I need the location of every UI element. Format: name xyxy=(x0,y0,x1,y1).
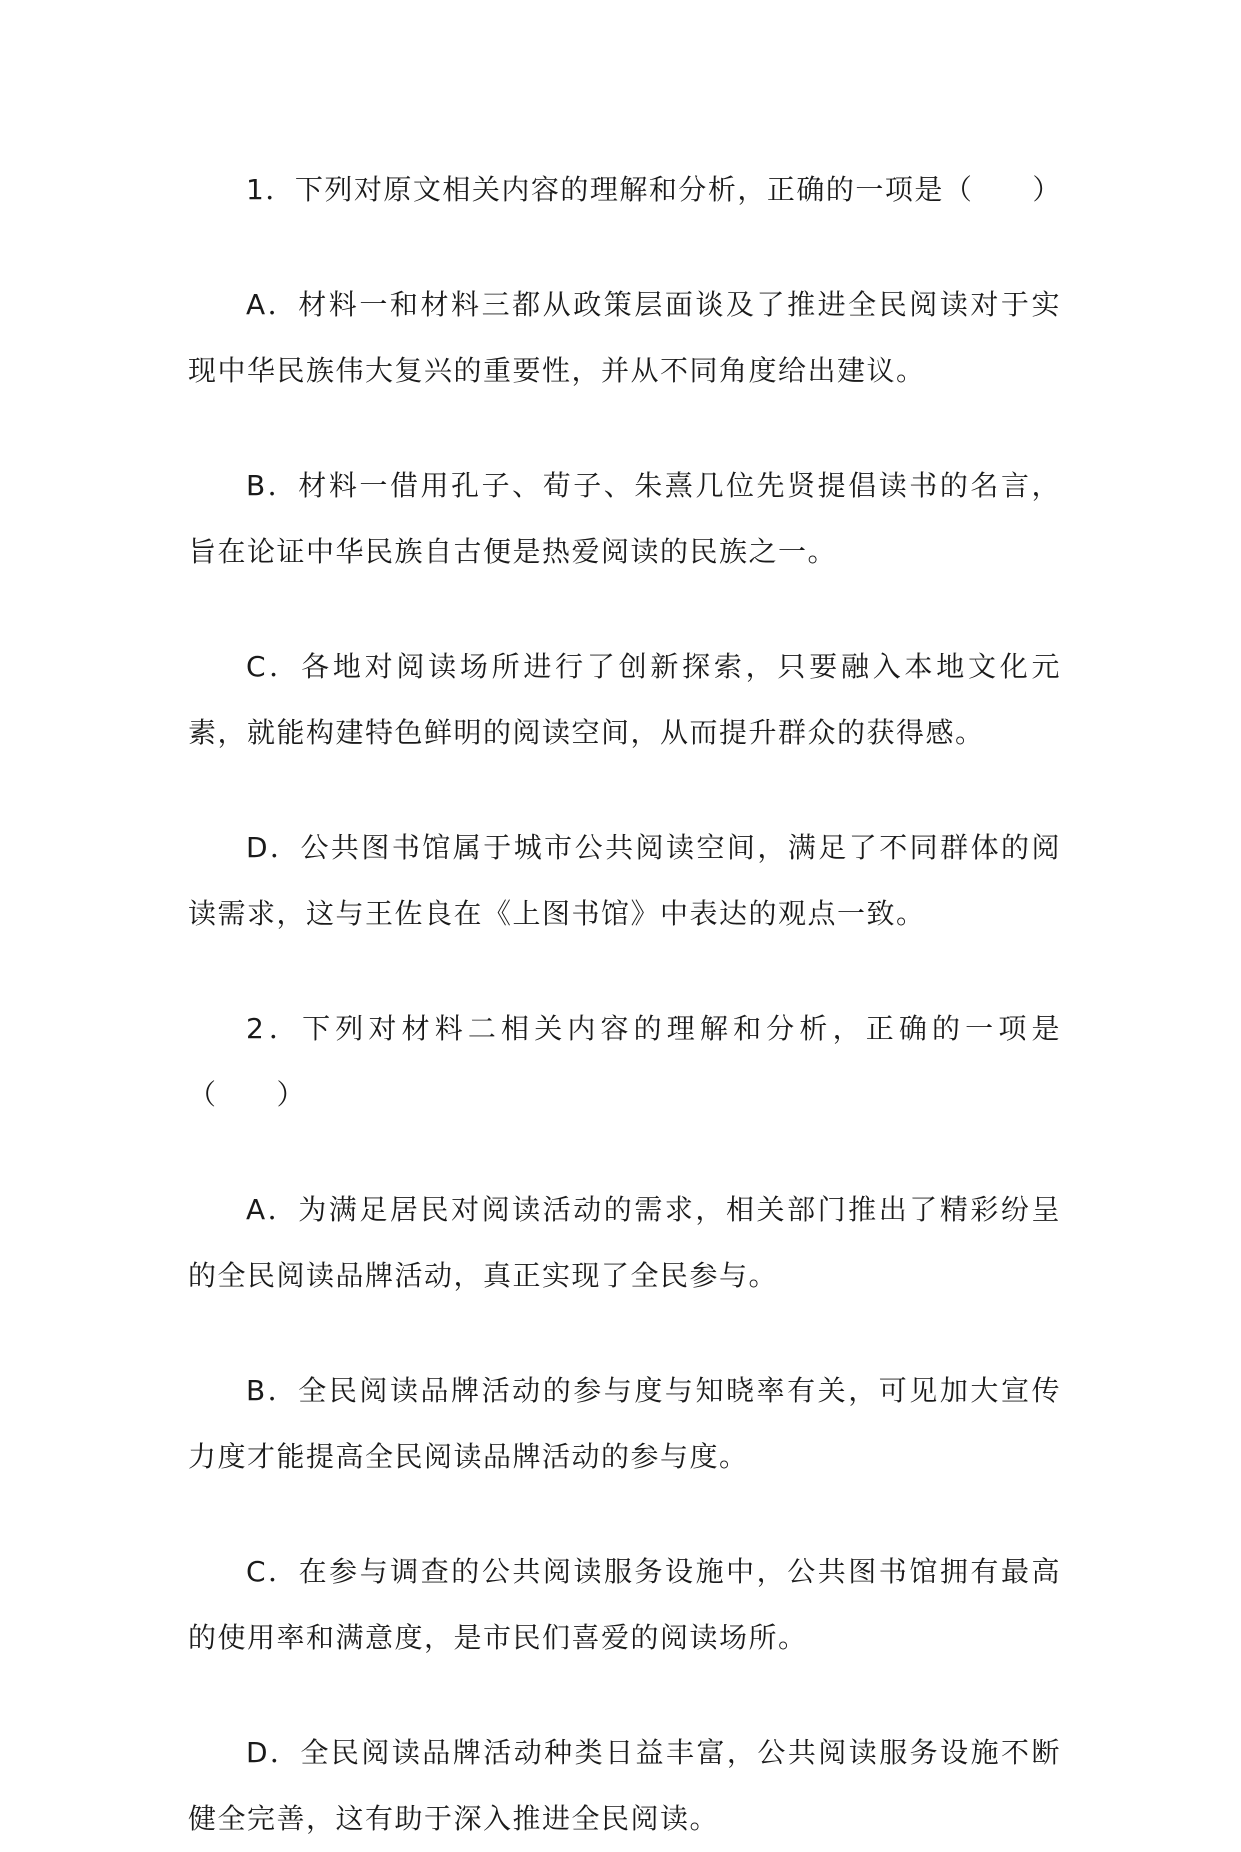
question-2-stem: 2．下列对材料二相关内容的理解和分析，正确的一项是（ ） xyxy=(188,1012,1061,1111)
question-1-stem: 1．下列对原文相关内容的理解和分析，正确的一项是（ ） xyxy=(246,173,1062,206)
question-1-option-a: A．材料一和材料三都从政策层面谈及了推进全民阅读对于实现中华民族伟大复兴的重要性，并从不同角度给出建议。 xyxy=(188,288,1061,387)
question-1-option-d: D．公共图书馆属于城市公共阅读空间，满足了不同群体的阅读需求，这与王佐良在《上图书馆》中表达的观点一致。 xyxy=(188,831,1061,930)
question-1-option-b: B．材料一借用孔子、荀子、朱熹几位先贤提倡读书的名言，旨在论证中华民族自古便是热爱阅读的民族之一。 xyxy=(188,469,1061,568)
question-2-option-d: D．全民阅读品牌活动种类日益丰富，公共阅读服务设施不断健全完善，这有助于深入推进全民阅读。 xyxy=(188,1736,1061,1835)
question-2-option-c: C．在参与调查的公共阅读服务设施中，公共图书馆拥有最高的使用率和满意度，是市民们喜爱的阅读场所。 xyxy=(188,1555,1061,1654)
question-1-option-c: C．各地对阅读场所进行了创新探索，只要融入本地文化元素，就能构建特色鲜明的阅读空间，从而提升群众的获得感。 xyxy=(188,650,1061,749)
question-2-option-b: B．全民阅读品牌活动的参与度与知晓率有关，可见加大宣传力度才能提高全民阅读品牌活动的参与度。 xyxy=(188,1374,1061,1473)
question-2-option-a: A．为满足居民对阅读活动的需求，相关部门推出了精彩纷呈的全民阅读品牌活动，真正实现了全民参与。 xyxy=(188,1193,1061,1292)
